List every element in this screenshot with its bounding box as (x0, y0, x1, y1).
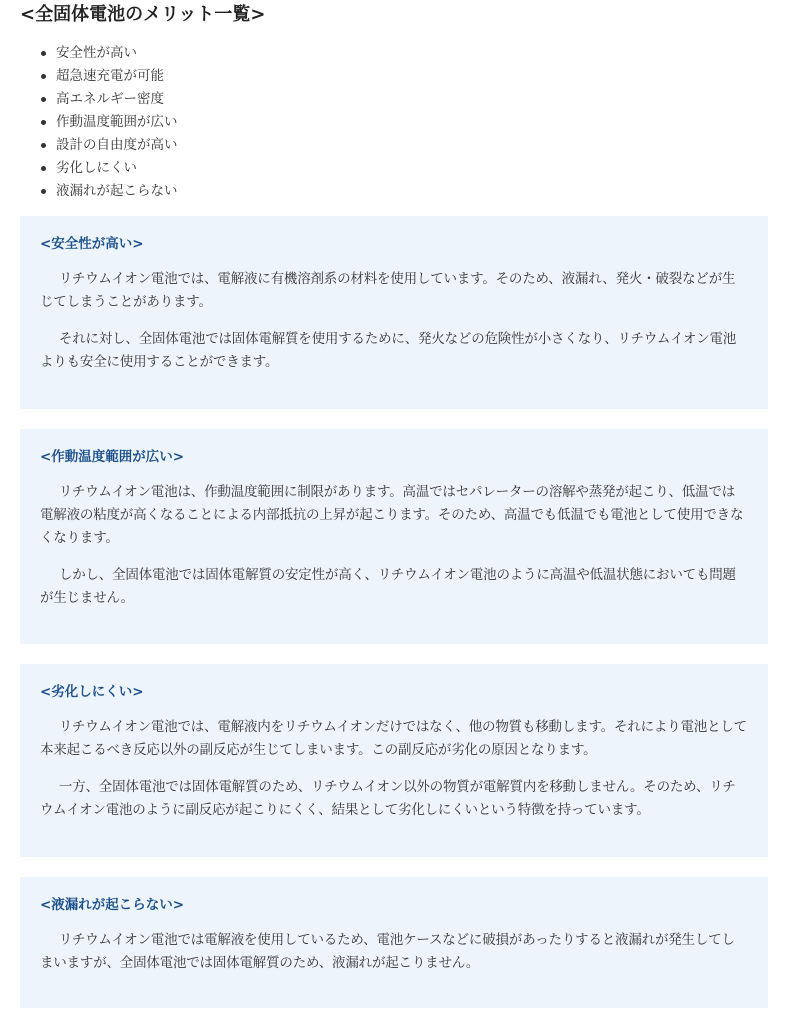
section-paragraph: リチウムイオン電池では、電解液に有機溶剤系の材料を使用しています。そのため、液漏れ、発火・破裂などが生じてしまうことがあります。 (40, 271, 736, 310)
section-heading: <安全性が高い> (40, 236, 144, 252)
section-degradation (20, 664, 768, 857)
section-safety (20, 216, 768, 409)
section-paragraph: 一方、全固体電池では固体電解質のため、リチウムイオン以外の物質が電解質内を移動しません。そのため、リチウムイオン電池のように副反応が起こりにくく、結果として劣化しにくいという特徴を持っています。 (40, 779, 736, 818)
section-heading: <作動温度範囲が広い> (40, 449, 185, 465)
section-heading: <劣化しにくい> (40, 684, 144, 700)
list-item: 作動温度範囲が広い (38, 111, 178, 134)
list-item: 設計の自由度が高い (38, 134, 178, 157)
section-paragraph: それに対し、全固体電池では固体電解質を使用するために、発火などの危険性が小さくなり、リチウムイオン電池よりも安全に使用することができます。 (40, 331, 737, 370)
section-paragraph: リチウムイオン電池は、作動温度範囲に制限があります。高温ではセパレーターの溶解や蒸発が起こり、低温では電解液の粘度が高くなることによる内部抵抗の上昇が起こります。そのため、高温でも低温でも電池として使用できなくなります。 (40, 484, 744, 546)
page-title: <全固体電池のメリット一覧> (20, 4, 266, 25)
section-leakage (20, 877, 768, 1008)
list-item: 安全性が高い (38, 42, 178, 65)
list-item: 超急速充電が可能 (38, 65, 178, 88)
list-item: 高エネルギー密度 (38, 88, 178, 111)
section-paragraph: リチウムイオン電池では、電解液内をリチウムイオンだけではなく、他の物質も移動します。それにより電池として本来起こるべき反応以外の副反応が生じてしまいます。この副反応が劣化の原因となります。 (40, 719, 747, 758)
section-paragraph: リチウムイオン電池では電解液を使用しているため、電池ケースなどに破損があったりすると液漏れが発生してしまいますが、全固体電池では固体電解質のため、液漏れが起こりません。 (40, 932, 735, 971)
section-temperature (20, 429, 768, 644)
list-item: 液漏れが起こらない (38, 180, 178, 203)
merit-list (38, 42, 178, 203)
section-heading: <液漏れが起こらない> (40, 897, 185, 913)
section-paragraph: しかし、全固体電池では固体電解質の安定性が高く、リチウムイオン電池のように高温や低温状態においても問題が生じません。 (40, 567, 736, 606)
list-item: 劣化しにくい (38, 157, 178, 180)
